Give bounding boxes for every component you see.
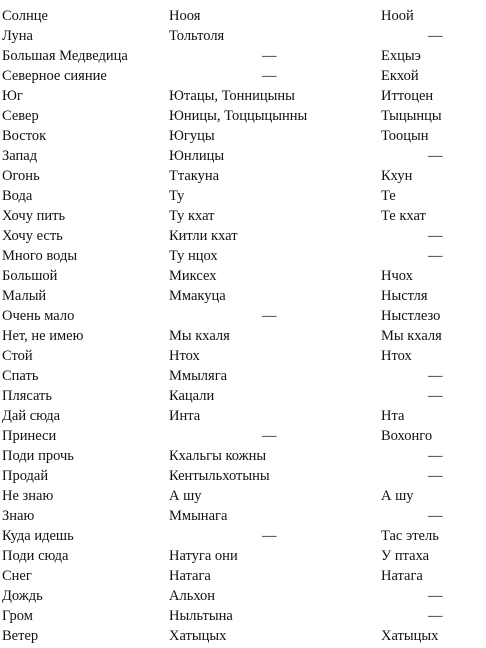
russian-word: Дождь	[2, 588, 43, 604]
table-row	[0, 286, 486, 306]
dialect-a-word: Кентыльхотыны	[169, 468, 270, 484]
dialect-a-word: Кхальгы кожны	[169, 448, 267, 464]
dialect-b-word: Ныстлезо	[381, 308, 441, 324]
dialect-a-word: Нтох	[169, 348, 200, 364]
empty-dash: —	[428, 508, 443, 524]
russian-word: Не знаю	[2, 488, 54, 504]
dialect-a-word: Ту	[169, 188, 185, 204]
russian-word: Поди сюда	[2, 548, 69, 564]
russian-word: Продай	[2, 468, 49, 484]
russian-word: Дай сюда	[2, 408, 61, 424]
table-row	[0, 626, 486, 646]
table-row	[0, 546, 486, 566]
russian-word: Солнце	[2, 8, 48, 24]
russian-word: Плясать	[2, 388, 52, 404]
dialect-a-word: Тольтоля	[169, 28, 225, 44]
table-row	[0, 426, 486, 446]
dialect-b-word: Екхой	[381, 68, 419, 84]
dialect-a-word: Ныльтына	[169, 608, 233, 624]
table-row	[0, 166, 486, 186]
empty-dash: —	[262, 68, 277, 84]
dialect-a-word: Нооя	[169, 8, 201, 24]
dialect-b-word: Мы кхаля	[381, 328, 442, 344]
dialect-b-word: Нчох	[381, 268, 413, 284]
table-row	[0, 386, 486, 406]
dialect-b-word: Ноой	[381, 8, 414, 24]
russian-word: Нет, не имею	[2, 328, 84, 344]
empty-dash: —	[428, 248, 443, 264]
dialect-a-word: Ту кхат	[169, 208, 215, 224]
table-row	[0, 226, 486, 246]
table-row	[0, 486, 486, 506]
dialect-b-word: Хатыцых	[381, 628, 439, 644]
russian-word: Поди прочь	[2, 448, 74, 464]
table-row	[0, 26, 486, 46]
dialect-a-word: Ттакуна	[169, 168, 220, 184]
table-row	[0, 566, 486, 586]
dialect-a-word: Инта	[169, 408, 201, 424]
empty-dash: —	[262, 428, 277, 444]
dialect-b-word: У птаха	[381, 548, 430, 564]
dialect-a-word: Ммыляга	[169, 368, 228, 384]
empty-dash: —	[262, 528, 277, 544]
table-row	[0, 46, 486, 66]
empty-dash: —	[428, 448, 443, 464]
dialect-b-word: Кхун	[381, 168, 413, 184]
russian-word: Хочу есть	[2, 228, 63, 244]
dialect-a-word: Юнлицы	[169, 148, 225, 164]
table-row	[0, 606, 486, 626]
table-row	[0, 346, 486, 366]
russian-word: Хочу пить	[2, 208, 66, 224]
table-row	[0, 506, 486, 526]
empty-dash: —	[428, 148, 443, 164]
dialect-a-word: Натага	[169, 568, 211, 584]
table-row	[0, 186, 486, 206]
dialect-a-word: Мы кхаля	[169, 328, 230, 344]
dialect-a-word: Натуга они	[169, 548, 238, 564]
table-row	[0, 146, 486, 166]
table-row	[0, 466, 486, 486]
dialect-b-word: Натага	[381, 568, 423, 584]
russian-word: Куда идешь	[2, 528, 74, 544]
table-row	[0, 526, 486, 546]
table-row	[0, 306, 486, 326]
dialect-b-word: Те	[381, 188, 396, 204]
dialect-b-word: А шу	[381, 488, 414, 504]
russian-word: Знаю	[2, 508, 35, 524]
russian-word: Огонь	[2, 168, 40, 184]
russian-word: Малый	[2, 288, 47, 304]
table-row	[0, 106, 486, 126]
empty-dash: —	[428, 468, 443, 484]
dialect-a-word: Китли кхат	[169, 228, 238, 244]
dialect-a-word: Миксех	[169, 268, 217, 284]
dialect-b-word: Тыцынцы	[381, 108, 442, 124]
russian-word: Восток	[2, 128, 47, 144]
russian-word: Северное сияние	[2, 68, 107, 84]
empty-dash: —	[262, 308, 277, 324]
russian-word: Спать	[2, 368, 39, 384]
table-row	[0, 6, 486, 26]
dialect-a-word: Хатыцых	[169, 628, 227, 644]
empty-dash: —	[428, 608, 443, 624]
dialect-a-word: Ту нцох	[169, 248, 218, 264]
empty-dash: —	[428, 588, 443, 604]
russian-word: Юг	[2, 88, 23, 104]
russian-word: Большая Медведица	[2, 48, 128, 64]
dialect-b-word: Нтох	[381, 348, 412, 364]
russian-word: Принеси	[2, 428, 57, 444]
dialect-b-word: Те кхат	[381, 208, 426, 224]
table-row	[0, 126, 486, 146]
russian-word: Стой	[2, 348, 33, 364]
table-row	[0, 446, 486, 466]
table-row	[0, 206, 486, 226]
dialect-a-word: Ммынага	[169, 508, 228, 524]
empty-dash: —	[428, 28, 443, 44]
empty-dash: —	[428, 368, 443, 384]
russian-word: Север	[2, 108, 39, 124]
dialect-b-word: Ныстля	[381, 288, 428, 304]
dialect-b-word: Вохонго	[381, 428, 433, 444]
dialect-b-word: Тооцын	[381, 128, 429, 144]
table-row	[0, 66, 486, 86]
russian-word: Луна	[2, 28, 33, 44]
russian-word: Очень мало	[2, 308, 75, 324]
table-row	[0, 266, 486, 286]
dialect-b-word: Иттоцен	[381, 88, 434, 104]
dialect-a-word: Ммакуца	[169, 288, 226, 304]
table-row	[0, 246, 486, 266]
empty-dash: —	[428, 388, 443, 404]
empty-dash: —	[262, 48, 277, 64]
table-row	[0, 366, 486, 386]
russian-word: Запад	[2, 148, 38, 164]
dialect-a-word: Юницы, Тоццыцынны	[169, 108, 308, 124]
russian-word: Вода	[2, 188, 33, 204]
dialect-a-word: А шу	[169, 488, 202, 504]
table-row	[0, 586, 486, 606]
russian-word: Гром	[2, 608, 33, 624]
empty-dash: —	[428, 228, 443, 244]
dialect-b-word: Нта	[381, 408, 405, 424]
russian-word: Ветер	[2, 628, 39, 644]
table-row	[0, 86, 486, 106]
russian-word: Большой	[2, 268, 58, 284]
russian-word: Снег	[2, 568, 32, 584]
russian-word: Много воды	[2, 248, 78, 264]
dialect-b-word: Ехцыэ	[381, 48, 421, 64]
table-row	[0, 326, 486, 346]
dialect-b-word: Тас этель	[381, 528, 439, 544]
dialect-a-word: Кацали	[169, 388, 215, 404]
dialect-a-word: Югуцы	[169, 128, 215, 144]
table-row	[0, 406, 486, 426]
dialect-a-word: Альхон	[169, 588, 216, 604]
dialect-a-word: Ютацы, Тонницыны	[169, 88, 295, 104]
vocabulary-table	[0, 6, 486, 646]
